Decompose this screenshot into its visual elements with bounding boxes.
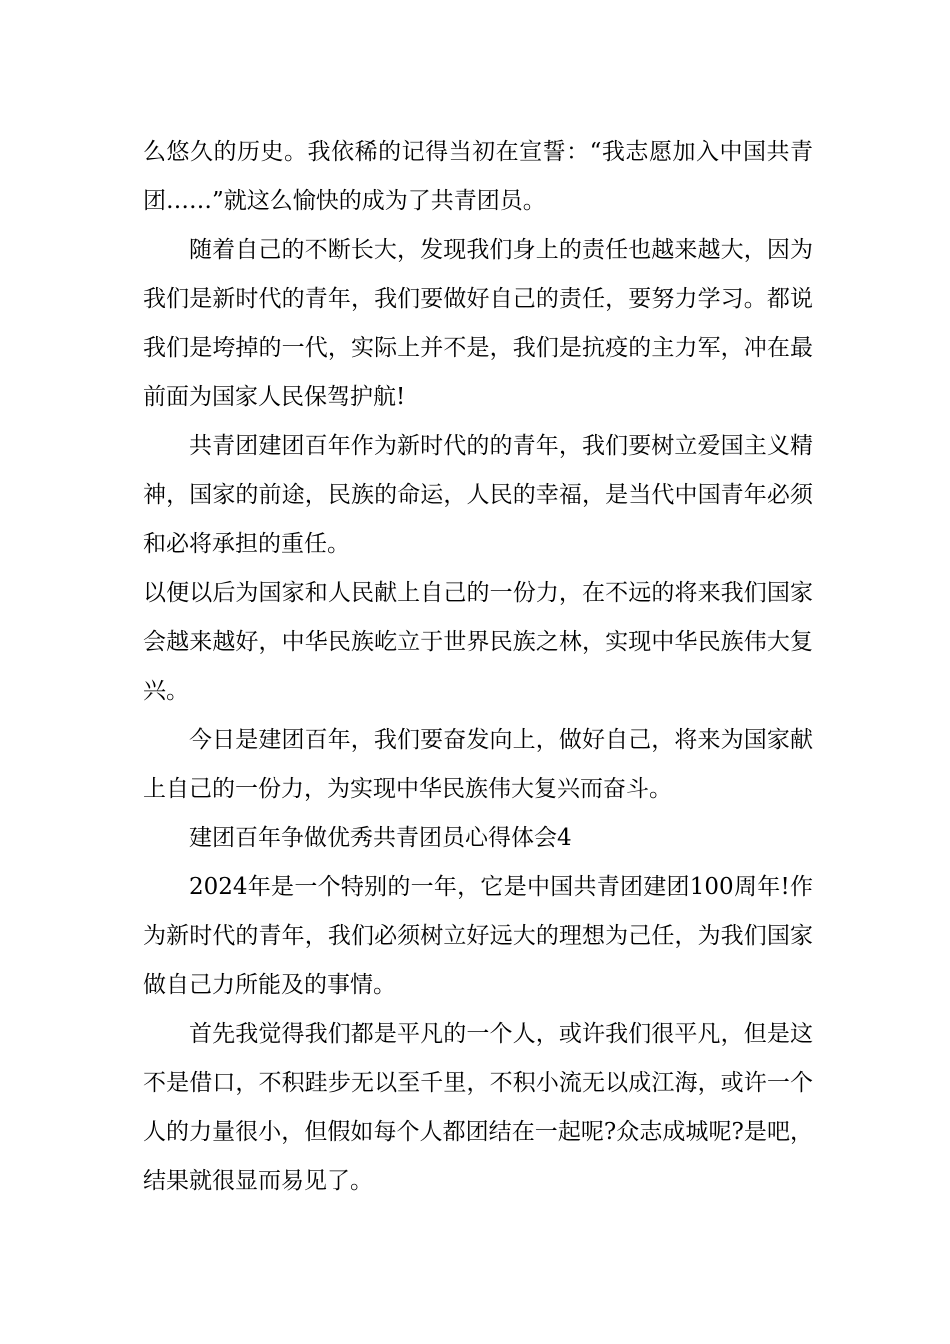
paragraph-ordinary: 首先我觉得我们都是平凡的一个人，或许我们很平凡，但是这不是借口，不积跬步无以至千里，不积小流无以成江海，或许一个人的力量很小，但假如每个人都团结在一起呢?众志成城呢?是吧，结果就很显而易见了。 <box>143 1021 813 1194</box>
paragraph-centenary: 今日是建团百年，我们要奋发向上，做好自己，将来为国家献上自己的一份力，为实现中华民族伟大复兴而奋斗。 <box>143 727 813 802</box>
paragraph-continuation: 么悠久的历史。我依稀的记得当初在宣誓：“我志愿加入中国共青团……”就这么愉快的成为了共青团员。 <box>143 139 813 214</box>
section-title: 建团百年争做优秀共青团员心得体会4 <box>189 825 572 851</box>
paragraph-patriotism: 共青团建团百年作为新时代的的青年，我们要树立爱国主义精神，国家的前途，民族的命运，人民的幸福，是当代中国青年必须和必将承担的重任。 <box>143 433 813 557</box>
paragraph-contribution: 以便以后为国家和人民献上自己的一份力，在不远的将来我们国家会越来越好，中华民族屹立于世界民族之林，实现中华民族伟大复兴。 <box>143 580 813 704</box>
document-body <box>143 128 813 1206</box>
paragraph-anniversary: 2024年是一个特别的一年，它是中国共青团建团100周年!作为新时代的青年，我们必须树立好远大的理想为己任，为我们国家做自己力所能及的事情。 <box>143 874 813 998</box>
paragraph-responsibility: 随着自己的不断长大，发现我们身上的责任也越来越大，因为我们是新时代的青年，我们要做好自己的责任，要努力学习。都说我们是垮掉的一代，实际上并不是，我们是抗疫的主力军，冲在最前面为国家人民保驾护航! <box>143 237 813 410</box>
